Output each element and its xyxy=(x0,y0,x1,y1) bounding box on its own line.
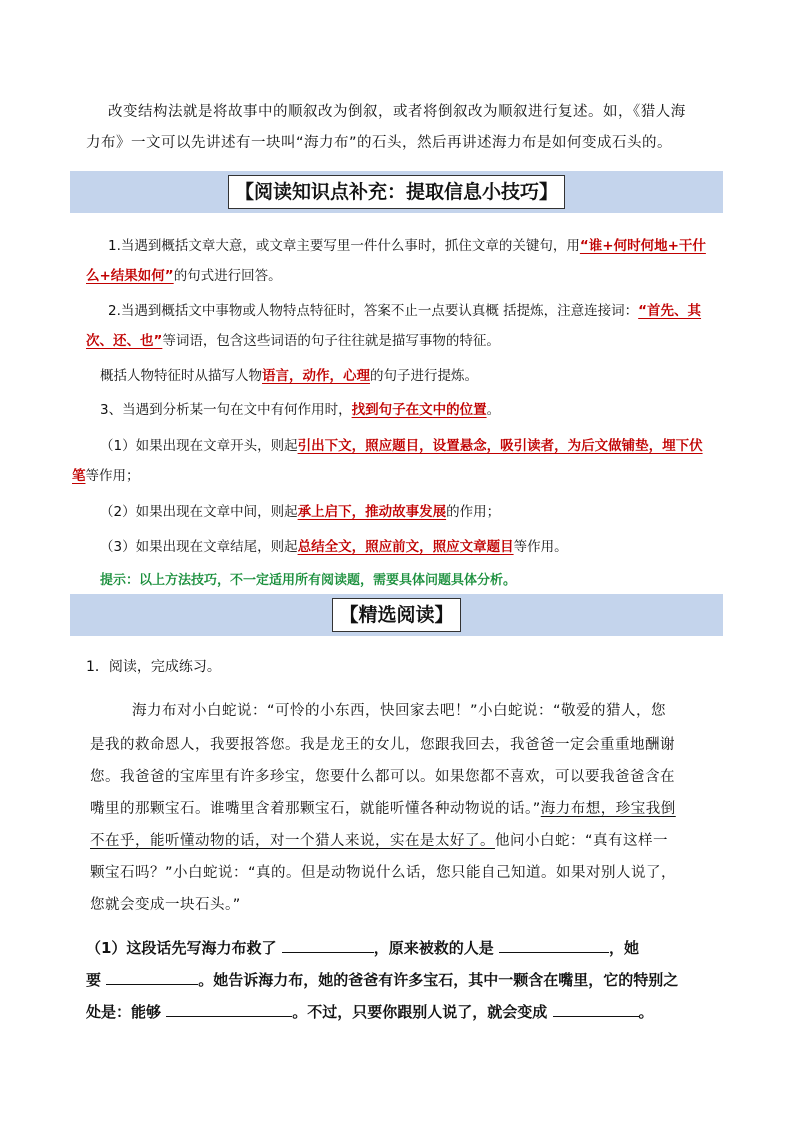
tip-2-line-2 xyxy=(86,329,500,349)
question-text: 。她告诉海力布，她的爸爸有许多宝石，其中一颗含在嘴里，它的特别之 xyxy=(198,971,679,989)
passage-line-5-text: 他问小白蛇：“真有这样一 xyxy=(495,833,669,849)
answer-blank-4[interactable] xyxy=(166,998,292,1017)
passage-line-4 xyxy=(90,797,676,818)
tip-2-line-1 xyxy=(108,299,701,319)
question-text: ，原来被救的人是 xyxy=(373,939,494,957)
tip-3-text: 概括人物特征时从描写人物 xyxy=(100,368,262,384)
tip-2-keyword: “首先、其 xyxy=(638,303,702,319)
tip-5-line-2 xyxy=(72,464,140,484)
tip-2-text-end: 等词语，包含这些词语的句子往往就是描写事物的特征。 xyxy=(162,333,500,349)
intro-line-2: 力布》一文可以先讲述有一块叫“海力布”的石头，然后再讲述海力布是如何变成石头的。 xyxy=(86,135,673,151)
tip-hint: 提示：以上方法技巧，不一定适用所有阅读题，需要具体问题具体分析。 xyxy=(100,573,517,588)
section-title-tips: 【阅读知识点补充：提取信息小技巧】 xyxy=(228,175,565,209)
tip-3-line xyxy=(100,364,478,384)
question-text: （1）这段话先写海力布救了 xyxy=(86,939,277,957)
exercise-heading: 1．阅读，完成练习。 xyxy=(86,659,221,675)
tip-3-text-end: 的句子进行提炼。 xyxy=(370,368,478,384)
tip-6-line xyxy=(100,500,500,520)
answer-blank-3[interactable] xyxy=(106,966,198,985)
passage-line-3: 您。我爸爸的宝库里有许多珍宝，您要什么都可以。如果您都不喜欢，可以要我爸爸含在 xyxy=(90,769,675,785)
tip-6-text: （2）如果出现在文章中间，则起 xyxy=(100,504,298,520)
tip-3-keyword: 语言，动作，心理 xyxy=(262,368,370,384)
section-banner-tips xyxy=(70,171,723,213)
passage-line-4-text: 嘴里的那颗宝石。谁嘴里含着那颗宝石，就能听懂各种动物说的话。” xyxy=(90,801,541,817)
tip-6-text-end: 的作用； xyxy=(446,504,501,520)
question-line-2 xyxy=(86,966,678,990)
tip-2-text: 2.当遇到概括文中事物或人物特点特征时，答案不止一点要认真概 括提炼，注意连接词： xyxy=(108,303,639,319)
question-line-3 xyxy=(86,998,654,1022)
passage-line-7: 您就会变成一块石头。” xyxy=(90,897,241,913)
answer-blank-1[interactable] xyxy=(282,934,374,953)
tip-7-line xyxy=(100,535,568,555)
tip-1-line-1 xyxy=(108,234,706,254)
tip-1-text-end: 的句式进行回答。 xyxy=(173,268,282,284)
question-text: 。不过，只要你跟别人说了，就会变成 xyxy=(292,1003,548,1021)
tip-7-keyword: 总结全文，照应前文，照应文章题目 xyxy=(297,539,514,555)
tip-1-line-2 xyxy=(86,264,282,284)
tip-6-keyword: 承上启下，推动故事发展 xyxy=(297,504,447,520)
tip-5-text-end: 等作用； xyxy=(85,468,140,484)
tip-5-keyword: 引出下文，照应题目，设置悬念，吸引读者，为后文做铺垫，埋下伏 xyxy=(297,438,703,454)
tip-7-text-end: 等作用。 xyxy=(513,539,568,555)
passage-line-2: 是我的救命恩人，我要报答您。我是龙王的女儿，您跟我回去，我爸爸一定会重重地酬谢 xyxy=(90,737,675,753)
tip-4-text: 3、当遇到分析某一句在文中有何作用时， xyxy=(100,402,352,418)
tip-4-keyword: 找到句子在文中的位置 xyxy=(351,402,487,418)
passage-line-1: 海力布对小白蛇说：“可怜的小东西，快回家去吧！”小白蛇说：“敬爱的猎人，您 xyxy=(132,703,667,719)
section-banner-reading xyxy=(70,594,723,636)
tip-1-text: 1.当遇到概括文章大意，或文章主要写里一件什么事时，抓住文章的关键句，用 xyxy=(108,238,580,254)
question-text: 。 xyxy=(638,1003,654,1021)
question-text: 处是：能够 xyxy=(86,1003,162,1021)
question-text: ，她 xyxy=(608,939,639,957)
tip-1-keyword: “谁+何时何地+干什 xyxy=(579,238,706,254)
answer-blank-2[interactable] xyxy=(499,934,609,953)
section-title-reading: 【精选阅读】 xyxy=(332,598,460,632)
answer-blank-5[interactable] xyxy=(553,998,639,1017)
tip-2-keyword-cont: 次、还、也” xyxy=(86,333,163,349)
intro-line-1: 改变结构法就是将故事中的顺叙改为倒叙，或者将倒叙改为顺叙进行复述。如，《猎人海 xyxy=(108,104,686,120)
question-text: 要 xyxy=(86,971,102,989)
passage-underlined-sentence-cont: 不在乎，能听懂动物的话，对一个猎人来说，实在是太好了。 xyxy=(90,833,495,849)
tip-5-keyword-cont: 笔 xyxy=(72,468,86,484)
tip-4-line xyxy=(100,398,500,418)
tip-1-keyword-cont: 么+结果如何” xyxy=(86,268,174,284)
passage-line-5 xyxy=(90,829,668,850)
tip-7-text: （3）如果出现在文章结尾，则起 xyxy=(100,539,298,555)
tip-4-text-end: 。 xyxy=(486,402,501,418)
passage-line-6: 颗宝石吗？”小白蛇说：“真的。但是动物说什么话，您只能自己知道。如果对别人说了， xyxy=(90,865,677,881)
passage-underlined-sentence: 海力布想，珍宝我倒 xyxy=(540,801,676,817)
tip-5-text: （1）如果出现在文章开头，则起 xyxy=(100,438,298,454)
question-line-1 xyxy=(86,934,639,958)
tip-5-line-1 xyxy=(100,434,703,454)
